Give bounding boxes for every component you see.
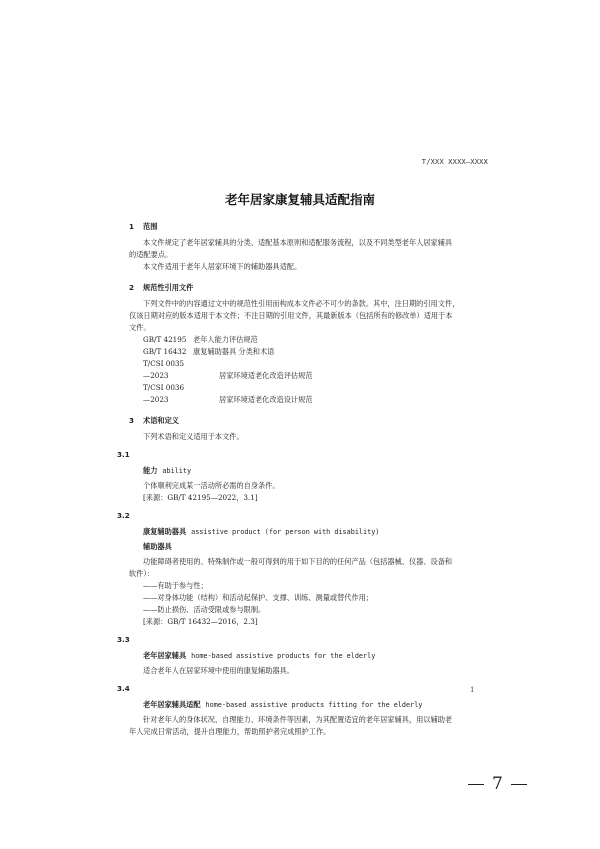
reference-name: 康复辅助器具 分类和术语 (193, 347, 275, 356)
term-source: [来源：GB/T 42195—2022，3.1] (143, 493, 258, 502)
scope-paragraph: 本文件规定了老年居家辅具的分类、适配基本原则和适配服务流程，以及不同类型老年人居家辅具 (143, 238, 453, 247)
standard-code: T/XXX XXXX—XXXX (421, 158, 488, 166)
section-heading-scope (129, 221, 484, 233)
section-number: 1 (129, 222, 135, 231)
term-cn: 老年居家辅具适配 (143, 700, 201, 709)
term-definition: 功能障碍者使用的、特殊制作或一般可得到的用于如下目的的任何产品（包括器械、仪器、设备和 (143, 557, 453, 566)
reference-name: 居家环境适老化改造评估规范 (219, 371, 313, 380)
reference-code: T/CSI 0035—2023 (143, 359, 185, 380)
reference-name: 老年人能力评估规范 (193, 335, 258, 344)
list-item: ——有助于参与性； (143, 581, 208, 590)
document-title: 老年居家康复辅具适配指南 (224, 192, 375, 207)
term-number: 3.3 (117, 635, 130, 644)
scope-paragraph-applicability: 本文件适用于老年人居家环境下的辅助器具适配。 (143, 262, 302, 271)
section-number: 3 (129, 416, 135, 425)
term-cn: 老年居家辅具 (143, 651, 187, 660)
term-number: 3.2 (117, 511, 130, 520)
section-title: 规范性引用文件 (143, 283, 194, 292)
term-entry (129, 650, 484, 662)
term-entry (129, 699, 484, 711)
reference-code: GB/T 16432 (143, 347, 187, 356)
term-alt-cn: 辅助器具 (143, 542, 172, 551)
reference-name: 居家环境适老化改造设计规范 (219, 395, 313, 404)
list-item: ——对身体功能（结构）和活动起保护、支撑、训练、测量或替代作用； (143, 593, 374, 602)
terms-intro: 下列术语和定义适用于本文件。 (143, 432, 244, 441)
scope-paragraph-cont: 的适配要点。 (129, 250, 173, 259)
reference-item (129, 382, 484, 406)
term-number: 3.1 (117, 450, 130, 459)
reference-code: T/CSI 0036—2023 (143, 383, 185, 404)
term-cn: 能力 (143, 466, 158, 475)
section-heading-terms (129, 415, 484, 427)
term-en: home-based assistive products for the elderly (191, 652, 376, 660)
reference-code: GB/T 42195 (143, 335, 187, 344)
term-source: [来源：GB/T 16432—2016，2.3] (143, 617, 258, 626)
term-alt (129, 541, 484, 553)
references-intro: 下列文件中的内容通过文中的规范性引用而构成本文件必不可少的条款。其中，注日期的引用文件， (143, 299, 460, 308)
list-item: ——防止损伤、活动受限或参与限制。 (143, 605, 266, 614)
reference-item (129, 334, 484, 346)
term-definition: 针对老年人的身体状况、自理能力、环境条件等因素，为其配置适宜的老年居家辅具，用以辅助老 (143, 715, 453, 724)
reference-item (129, 346, 484, 358)
document-body (117, 221, 484, 738)
reference-list (129, 334, 484, 406)
term-definition: 个体顺利完成某一活动所必需的自身条件。 (143, 481, 280, 490)
term-en: ability (162, 467, 192, 475)
booklet-page-number-text: 7 (492, 774, 503, 794)
term-definition-cont: 软件）： (129, 569, 155, 578)
term-definition-cont: 年人完成日常活动，提升自理能力，帮助照护者完成照护工作。 (129, 727, 331, 736)
reference-item (129, 358, 484, 382)
term-en: home-based assistive products fitting for the elderly (205, 701, 423, 709)
section-title: 术语和定义 (143, 416, 179, 425)
term-number: 3.4 (117, 684, 130, 693)
term-entry (129, 526, 484, 538)
section-heading-normative-references (129, 282, 484, 294)
section-title: 范围 (143, 222, 158, 231)
references-intro-cont: 文件。 (129, 323, 151, 332)
left-dash (468, 784, 484, 785)
term-definition: 适合老年人在居家环境中使用的康复辅助器具。 (143, 666, 294, 675)
term-en: assistive product (for person with disability) (191, 528, 380, 536)
booklet-page-number (460, 774, 535, 794)
inner-page-number: 1 (470, 686, 475, 694)
section-number: 2 (129, 283, 135, 292)
right-dash (511, 784, 527, 785)
term-entry (129, 465, 484, 477)
term-cn: 康复辅助器具 (143, 527, 187, 536)
references-intro-cont: 仅该日期对应的版本适用于本文件；不注日期的引用文件，其最新版本（包括所有的修改单）适用于本 (129, 311, 453, 320)
